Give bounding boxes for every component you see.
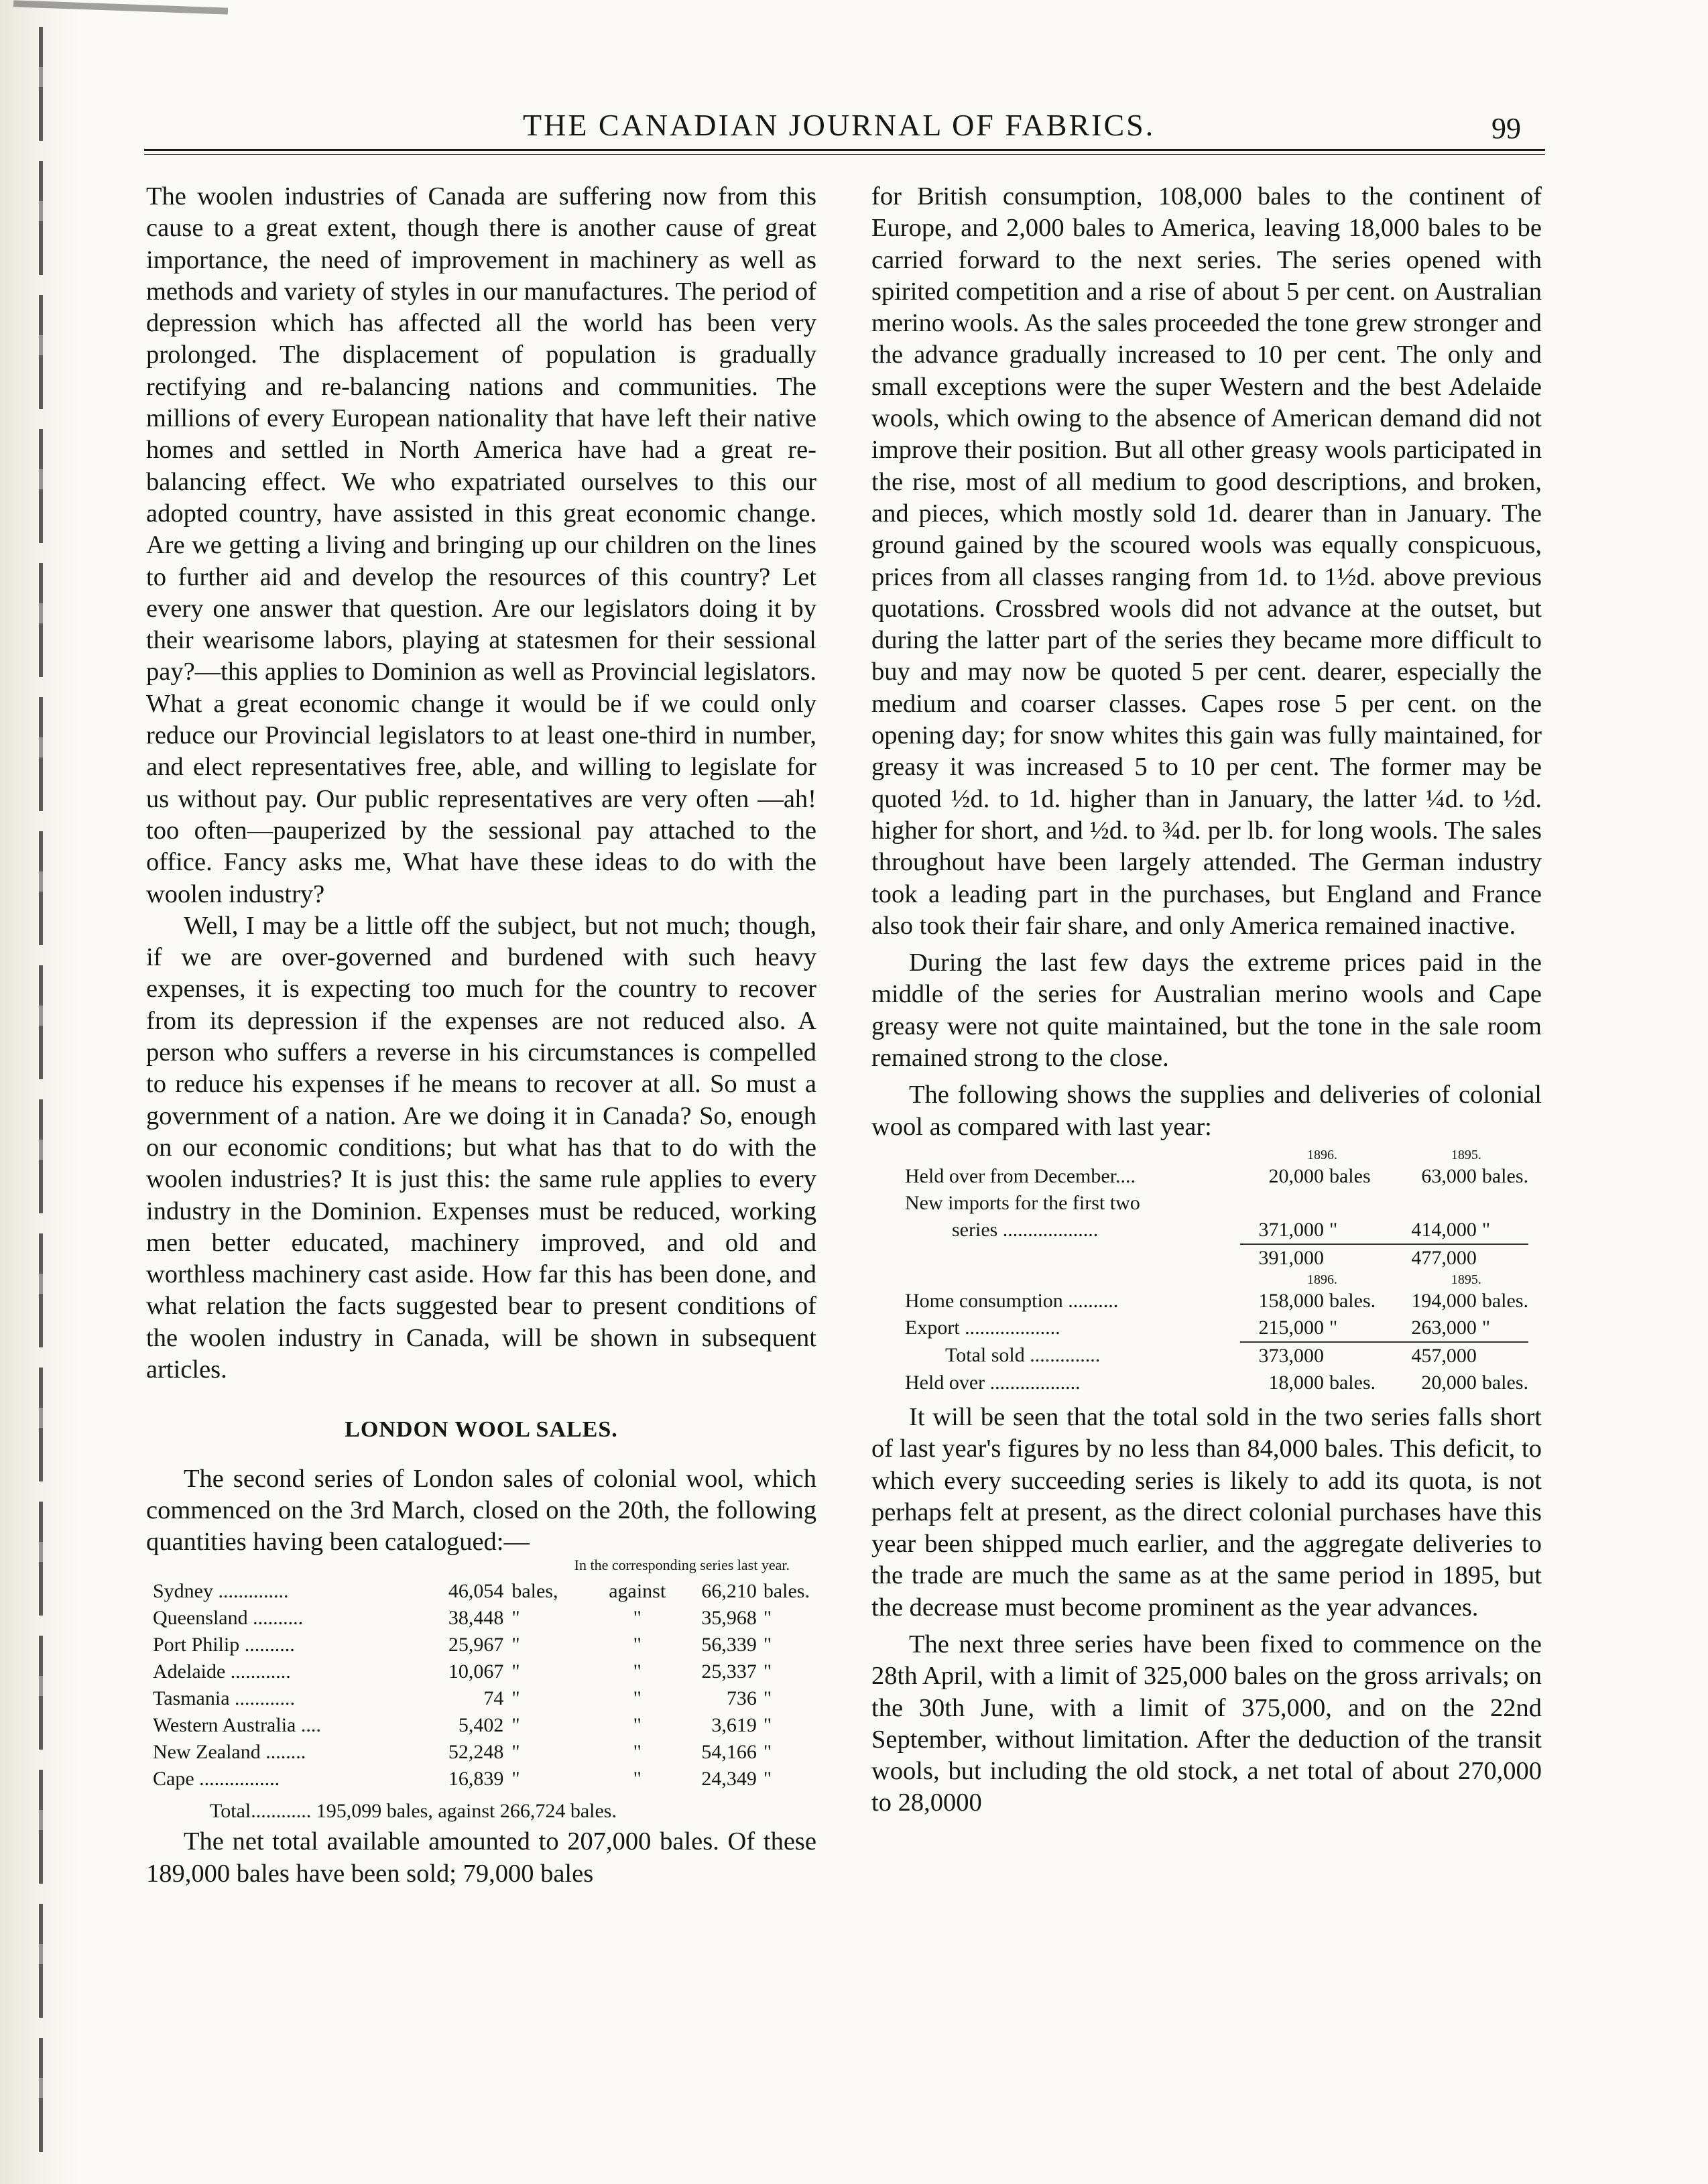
sales-unit: " — [763, 1607, 772, 1630]
supply-value-1895: 63,000 — [1421, 1164, 1477, 1187]
total-sold-1895: 457,000 — [1404, 1342, 1477, 1370]
sales-last-year: 24,349 — [701, 1768, 757, 1791]
sales-unit: bales, — [511, 1580, 558, 1603]
page-number: 99 — [1491, 112, 1521, 145]
right-paragraph-1: for British consumption, 108,000 bales to the continent of Europe, and 2,000 bales to America, leaving 18,000 bales to be carried forward to the next series. The series opened with spirited competition and a rise of about 5 per cent. on Australian merino wools. As the sales proceeded the tone grew stronger and the advance gradually increased to 10 per cent. The only and small exceptions were the super Western and the best Adelaide wools, which owing to the absence of American demand did not improve their position. But all other greasy wools participated in the rise, most of all medium to good descriptions, and broken, and pieces, which mostly sold 1d. dearer than in January. The ground gained by the scoured wools was equally conspicuous, prices from all classes ranging from 1d. to 1½d. above previous quotations. Crossbred wools did not advance at the outset, but during the latter part of the series they became more difficult to buy and may now be quoted 5 per cent. dearer, especially the medium and coarser classes. Capes rose 5 per cent. on the opening day; for snow whites this gain was fully maintained, for greasy it was increased 5 to 10 per cent. The former may be quoted ½d. to 1d. higher than in January, the latter ¼d. to ½d. higher for short, and ½d. to ¾d. per lb. for long wools. The sales throughout have been largely attended. The German industry took a leading part in the purchases, but England and France also took their fair share, and only America remained inactive. — [871, 182, 1542, 940]
sales-last-year: 736 — [726, 1687, 757, 1710]
sales-unit: " — [763, 1768, 772, 1791]
supply-label: series ................... — [952, 1219, 1099, 1241]
supply-held-over — [905, 1370, 1528, 1396]
sales-region: Queensland .......... — [153, 1607, 304, 1630]
supply-total-sold — [905, 1342, 1528, 1370]
sales-unit: " — [511, 1687, 520, 1710]
sales-value: 46,054 — [448, 1580, 504, 1603]
sales-value: 25,967 — [448, 1634, 504, 1656]
year-1895: 1895. — [1451, 1147, 1481, 1162]
sales-row — [153, 1605, 810, 1632]
sales-value: 38,448 — [448, 1607, 504, 1630]
year-1896: 1896. — [1307, 1272, 1338, 1287]
sales-against: " — [633, 1634, 642, 1656]
right-column — [871, 181, 1542, 1819]
supply-value-1895: 414,000 — [1411, 1218, 1477, 1241]
right-paragraph-3: The following shows the supplies and deliveries of colonial wool as compared with last year: — [871, 1081, 1542, 1141]
left-column — [146, 181, 816, 1890]
sales-row — [153, 1712, 810, 1739]
supply-years-a — [905, 1147, 1528, 1163]
supply-unit: bales. — [1481, 1371, 1528, 1394]
sales-last-year: 54,166 — [701, 1741, 757, 1764]
year-1896: 1896. — [1307, 1147, 1338, 1162]
sales-row — [153, 1578, 810, 1605]
sales-region: New Zealand ........ — [153, 1741, 306, 1764]
sales-unit: " — [511, 1741, 520, 1764]
supply-value-1895: 263,000 — [1411, 1316, 1477, 1339]
sales-unit: " — [763, 1714, 772, 1737]
supply-unit: " — [1481, 1218, 1491, 1241]
supply-label: New imports for the first two — [905, 1191, 1140, 1214]
sales-region: Port Philip .......... — [153, 1634, 295, 1656]
sales-row — [153, 1685, 810, 1712]
sales-table — [153, 1578, 810, 1793]
supply-label: Total sold .............. — [945, 1344, 1101, 1367]
sales-last-year: 35,968 — [701, 1607, 757, 1630]
sales-region: Western Australia .... — [153, 1714, 321, 1737]
header-rule-thin — [144, 154, 1545, 155]
sales-region: Sydney .............. — [153, 1580, 289, 1603]
supply-label: Held over from December.... — [905, 1164, 1136, 1187]
sales-total: Total............ 195,099 bales, against 266,724 bales. — [210, 1800, 617, 1823]
sales-last-year: 56,339 — [701, 1634, 757, 1656]
sales-unit: " — [763, 1687, 772, 1710]
supply-label: Export ................... — [905, 1317, 1060, 1339]
total-sold-1896: 373,000 — [1240, 1342, 1324, 1370]
sales-value: 52,248 — [448, 1741, 504, 1764]
table-column-note: In the corresponding series last year. — [574, 1557, 790, 1574]
supply-value-1895: 194,000 — [1411, 1289, 1477, 1312]
sales-row — [153, 1739, 810, 1766]
supply-unit: bales. — [1329, 1371, 1376, 1394]
supply-row — [905, 1163, 1528, 1190]
sales-unit: bales. — [763, 1580, 810, 1603]
sales-row — [153, 1632, 810, 1658]
supply-value-1896: 215,000 — [1258, 1316, 1324, 1339]
held-over-1896: 18,000 — [1268, 1371, 1324, 1394]
supply-row — [905, 1217, 1528, 1244]
left-paragraph-1: The woolen industries of Canada are suffering now from this cause to a great extent, though there is another cause of great importance, the need of improvement in machinery as well as methods and variety of styles in our manufactures. The period of depression which has affected all the world has been very prolonged. The displacement of population is gradually rectifying and re-balancing nations and communities. The millions of every European nationality that have left their native homes and settled in North America have had a great re-balancing effect. We who expatriated ourselves to this our adopted country, have assisted in this great economic change. Are we getting a living and bringing up our children on the lines to further aid and develop the resources of this country? Let every one answer that question. Are our legislators doing it by their wearisome labors, playing at statesmen for their sessional pay?—this applies to Dominion as well as Provincial legislators. What a great economic change it would be if we could only reduce our Provincial legislators to at least one-third in number, and elect representatives free, able, and willing to legislate for us without pay. Our public representatives are very often —ah! too often—pauperized by the sessional pay attached to the office. Fancy asks me, What have these ideas to do with the woolen industry? — [146, 182, 816, 908]
sales-last-year: 25,337 — [701, 1660, 757, 1683]
supply-label: Held over .................. — [905, 1371, 1081, 1394]
held-over-1895: 20,000 — [1421, 1371, 1477, 1394]
binding-shadow — [39, 27, 43, 2172]
sales-against: " — [633, 1607, 642, 1630]
sales-unit: " — [511, 1768, 520, 1791]
year-1895: 1895. — [1451, 1272, 1481, 1287]
sales-against: " — [633, 1714, 642, 1737]
supply-unit: bales — [1329, 1164, 1371, 1187]
sales-value: 10,067 — [448, 1660, 504, 1683]
running-head: THE CANADIAN JOURNAL OF FABRICS. — [523, 108, 1156, 142]
sales-against: " — [633, 1741, 642, 1764]
sales-against: against — [609, 1580, 666, 1603]
right-paragraph-2: During the last few days the extreme prices paid in the middle of the series for Australian merino wools and Cape greasy were not quite maintained, but the tone in the sale room remained strong to the close. — [871, 949, 1542, 1073]
supply-years-b — [905, 1272, 1528, 1288]
section-intro: The second series of London sales of colonial wool, which commenced on the 3rd March, closed on the 20th, the following quantities having been catalogued:— — [146, 1464, 816, 1557]
supply-unit: " — [1329, 1316, 1338, 1339]
supply-unit: " — [1481, 1316, 1491, 1339]
section-heading: LONDON WOOL SALES. — [345, 1417, 618, 1443]
sales-unit: " — [511, 1660, 520, 1683]
subtotal-1895: 477,000 — [1404, 1244, 1477, 1272]
sales-unit: " — [511, 1634, 520, 1656]
sales-row — [153, 1658, 810, 1685]
sales-value: 16,839 — [448, 1768, 504, 1791]
left-closing: The net total available amounted to 207,000 bales. Of these 189,000 bales have been sold; 79,000 bales — [146, 1827, 816, 1888]
supply-table — [905, 1147, 1528, 1396]
supply-subtotal — [905, 1244, 1528, 1272]
supply-unit: bales. — [1329, 1289, 1376, 1312]
supply-row — [905, 1288, 1528, 1315]
sales-unit: " — [763, 1634, 772, 1656]
supply-value-1896: 371,000 — [1258, 1218, 1324, 1241]
sales-against: " — [633, 1687, 642, 1710]
sales-unit: " — [763, 1660, 772, 1683]
supply-unit: " — [1329, 1218, 1338, 1241]
supply-unit: bales. — [1481, 1289, 1528, 1312]
supply-label: Home consumption .......... — [905, 1289, 1119, 1312]
sales-region: Cape ................ — [153, 1768, 280, 1791]
supply-row — [905, 1315, 1528, 1342]
sales-against: " — [633, 1660, 642, 1683]
sales-against: " — [633, 1768, 642, 1791]
supply-value-1896: 158,000 — [1258, 1289, 1324, 1312]
page-binding-edge — [0, 0, 80, 2184]
left-paragraph-2: Well, I may be a little off the subject, but not much; though, if we are over-governed and burdened with such heavy expenses, it is expecting too much for the country to recover from its depression if the expenses are not reduced also. A person who suffers a reverse in his circumstances is compelled to reduce his expenses if he means to recover at all. So must a government of a nation. Are we doing it in Canada? So, enough on our economic conditions; but what has that to do with the woolen industries? It is just this: the same rule applies to every industry in the Dominion. Expenses must be reduced, working men better educated, machinery improved, and old and worthless machinery cast aside. How far this has been done, and what relation the facts suggested bear to present conditions of the woolen industry in Canada, will be shown in subsequent articles. — [146, 911, 816, 1384]
sales-last-year: 66,210 — [701, 1580, 757, 1603]
sales-value: 74 — [483, 1687, 504, 1710]
header-rule — [144, 149, 1545, 151]
sales-row — [153, 1766, 810, 1793]
supply-unit: bales. — [1481, 1164, 1528, 1187]
sales-region: Adelaide ............ — [153, 1660, 291, 1683]
sales-value: 5,402 — [458, 1714, 504, 1737]
sales-last-year: 3,619 — [711, 1714, 757, 1737]
sales-unit: " — [511, 1607, 520, 1630]
sales-unit: " — [763, 1741, 772, 1764]
subtotal-1896: 391,000 — [1240, 1244, 1324, 1272]
supply-value-1896: 20,000 — [1268, 1164, 1324, 1187]
sales-unit: " — [511, 1714, 520, 1737]
right-paragraph-5: The next three series have been fixed to commence on the 28th April, with a limit of 325,000 bales on the gross arrivals; on the 30th June, with a limit of 375,000, and on the 22nd September, without limitation. After the deduction of the transit wools, but including the old stock, a net total of about 270,000 to 28,0000 — [871, 1630, 1542, 1817]
right-paragraph-4: It will be seen that the total sold in the two series falls short of last year's figures by no less than 84,000 bales. This deficit, to which every succeeding series is likely to add its quota, is not perhaps felt at present, as the direct colonial purchases have this year been shipped much earlier, and the aggregate deliveries to the trade are much the same as at the same period in 1895, but the decrease must become prominent as the year advances. — [871, 1402, 1542, 1622]
supply-row — [905, 1190, 1528, 1217]
sales-region: Tasmania ............ — [153, 1687, 296, 1710]
